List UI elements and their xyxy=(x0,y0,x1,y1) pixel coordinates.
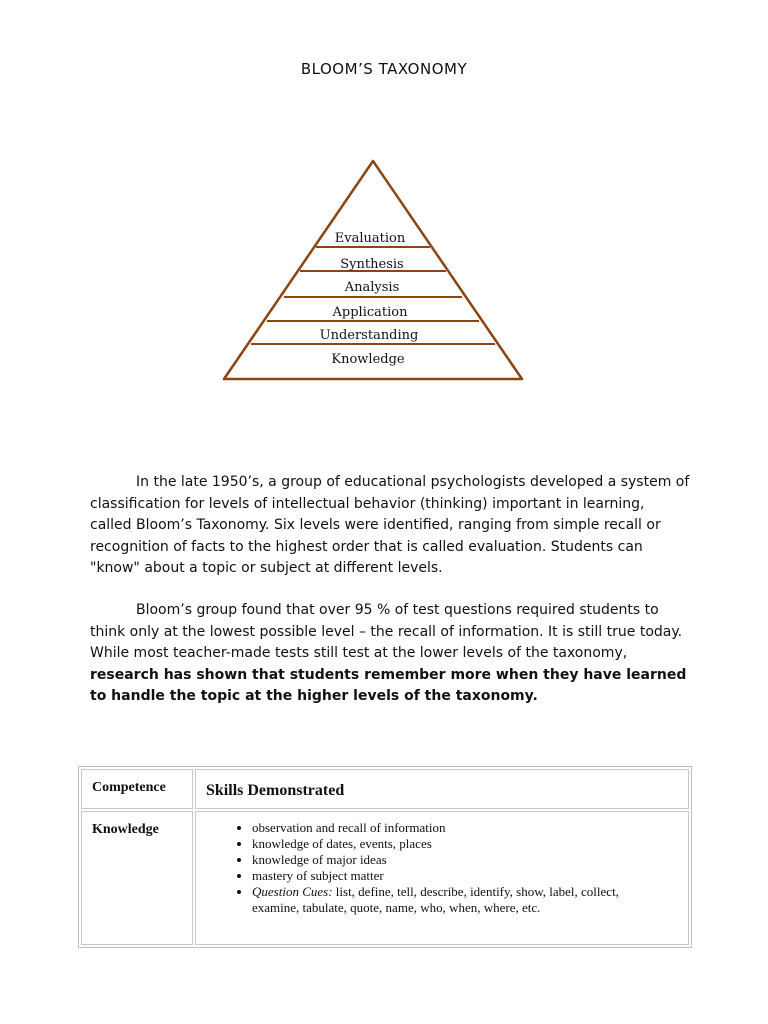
pyramid-level-understanding: Understanding xyxy=(319,328,419,343)
question-cues-text: list, define, tell, describe, identify, show, label, collect, examine, tabulate, quote, name, who, when, where, etc. xyxy=(252,884,619,915)
pyramid-diagram xyxy=(220,158,526,384)
pyramid-level-analysis: Analysis xyxy=(344,280,400,295)
intro-text: In the late 1950’s, a group of educational psychologists developed a system of classification for levels of intellectual behavior (thinking) important in learning, called Bloom’s Taxonomy. Six levels were identified, ranging from simple recall or recognition of facts to the highest order that is called evaluation. Students can "know" about a topic or subject at different levels. xyxy=(90,474,690,576)
skills-cell xyxy=(195,811,689,945)
list-item: • mastery of subject matter xyxy=(252,868,668,884)
pyramid-level-synthesis: Synthesis xyxy=(340,257,404,272)
research-text: Bloom’s group found that over 95 % of test questions required students to think only at the lowest possible level – the recall of information. It is still true today. While most teacher-made tests still test at the lower levels of the taxonomy, xyxy=(90,602,683,661)
list-item: • observation and recall of information xyxy=(252,820,668,836)
pyramid-level-knowledge: Knowledge xyxy=(331,352,405,367)
header-competence: Competence xyxy=(81,769,193,809)
page-title: BLOOM’S TAXONOMY xyxy=(300,60,468,78)
skills-table xyxy=(78,766,692,948)
list-item-question-cues xyxy=(252,884,668,916)
table-row xyxy=(81,811,689,945)
header-skills: Skills Demonstrated xyxy=(195,769,689,809)
list-item: • knowledge of dates, events, places xyxy=(252,836,668,852)
list-item: • knowledge of major ideas xyxy=(252,852,668,868)
competence-cell: Knowledge xyxy=(81,811,193,945)
pyramid-level-application: Application xyxy=(332,305,408,320)
taxonomy-pyramid xyxy=(220,158,526,384)
pyramid-level-evaluation: Evaluation xyxy=(334,231,406,246)
table-header-row xyxy=(81,769,689,809)
question-cues-label: Question Cues: xyxy=(252,884,333,899)
skills-list xyxy=(196,820,668,916)
intro-paragraph xyxy=(90,472,690,580)
research-paragraph xyxy=(90,600,690,708)
research-emphasis: research has shown that students remember more when they have learned to handle the topic at the higher levels of the taxonomy. xyxy=(90,666,687,704)
